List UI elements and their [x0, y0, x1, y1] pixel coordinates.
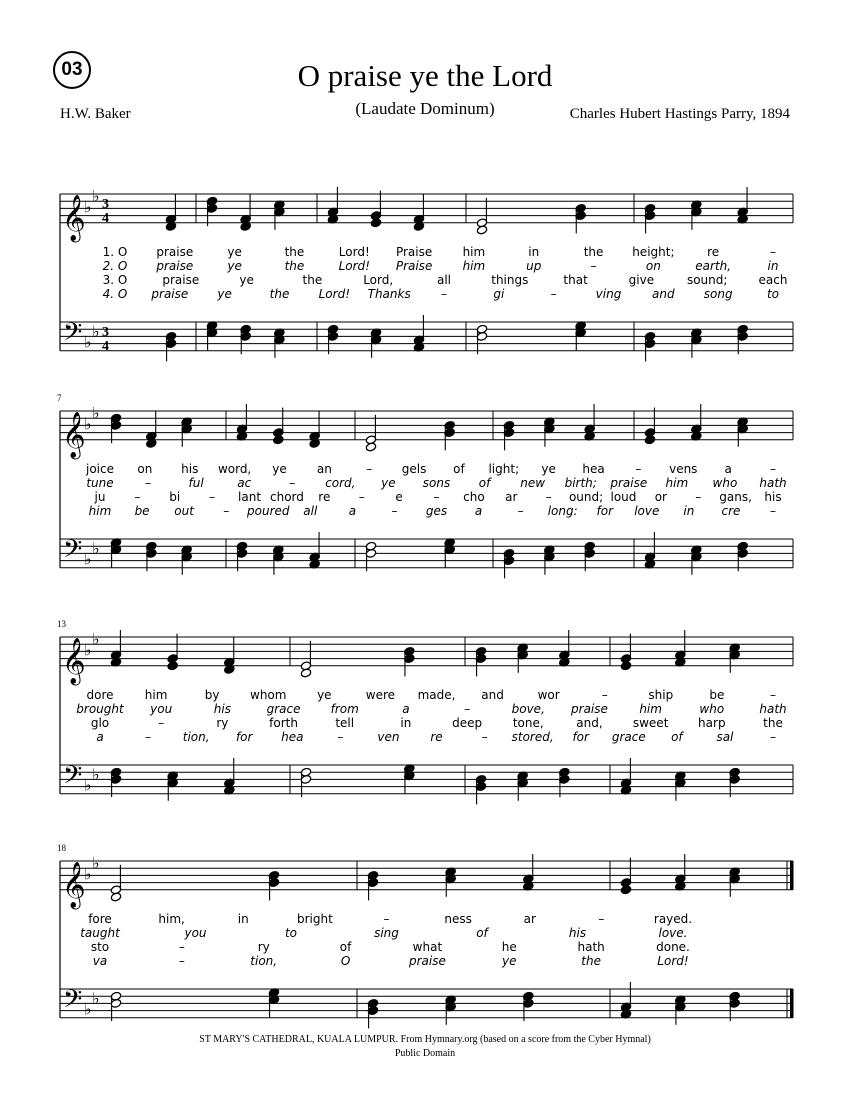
lyric-syllable: for — [596, 504, 613, 518]
lyric-syllable: ye — [272, 462, 287, 476]
copyright-notice: Public Domain — [394, 1048, 456, 1059]
lyric-syllable: – — [209, 490, 216, 504]
lyric-syllable: tion, — [250, 954, 278, 968]
lyric-syllable: earth, — [695, 259, 732, 273]
measure-number: 13 — [57, 619, 66, 629]
lyric-syllable: ar — [505, 490, 518, 504]
lyric-syllable: sal — [716, 730, 734, 744]
lyric-syllable: ye — [227, 259, 242, 273]
lyric-syllable: stored, — [511, 730, 554, 744]
lyric-syllable: bright — [296, 912, 333, 926]
lyric-syllable: the — [284, 245, 305, 259]
lyric-syllable: in — [683, 504, 695, 518]
lyric-syllable: – — [134, 490, 141, 504]
lyric-syllable: ship — [648, 688, 674, 702]
lyric-syllable: va — [92, 954, 108, 968]
key-signature-flat: ♭ — [84, 864, 92, 884]
lyric-syllable: each — [758, 273, 788, 287]
lyric-syllable: chord — [269, 490, 304, 504]
lyric-syllable: 4. O — [102, 287, 128, 301]
lyric-syllable: word, — [217, 462, 252, 476]
lyric-syllable: out — [174, 504, 194, 518]
undefined — [476, 225, 487, 235]
lyric-syllable: – — [464, 702, 471, 716]
lyric-syllable: praise — [156, 245, 194, 259]
lyric-syllable: – — [366, 462, 373, 476]
lyric-syllable: a — [96, 730, 104, 744]
lyric-syllable: on — [645, 259, 661, 273]
lyric-syllable: glo — [90, 716, 110, 730]
lyric-syllable: harp — [698, 716, 726, 730]
lyric-syllable: – — [635, 462, 642, 476]
lyric-syllable: ju — [94, 490, 106, 504]
undefined — [300, 668, 311, 678]
lyric-syllable: things — [491, 273, 529, 287]
lyric-syllable: in — [767, 259, 779, 273]
lyric-syllable: hea — [582, 462, 605, 476]
lyric-syllable: – — [441, 287, 447, 301]
lyric-syllable: loud — [610, 490, 637, 504]
time-signature-bottom: 4 — [102, 211, 109, 226]
lyric-syllable: sound; — [686, 273, 728, 287]
lyric-syllable: his — [181, 462, 199, 476]
lyric-syllable: Lord! — [338, 259, 370, 273]
time-signature-top: 3 — [102, 325, 109, 340]
key-signature-flat: ♭ — [92, 629, 100, 649]
lyric-syllable: lant — [238, 490, 262, 504]
time-signature-bottom: 4 — [102, 339, 109, 354]
lyric-syllable: or — [654, 490, 667, 504]
undefined — [365, 442, 376, 452]
lyric-syllable: him — [665, 476, 689, 490]
key-signature-flat: ♭ — [84, 549, 92, 569]
lyric-syllable: and, — [576, 716, 603, 730]
lyric-syllable: Lord! — [318, 287, 351, 301]
bass-clef-icon: 𝄢 — [63, 760, 83, 796]
lyric-syllable: praise — [151, 287, 189, 301]
lyric-syllable: poured — [247, 504, 290, 518]
treble-clef-icon: 𝄞 — [62, 861, 86, 908]
lyric-syllable: him — [462, 245, 486, 259]
measure-number: 18 — [57, 843, 66, 853]
lyric-syllable: him — [144, 688, 168, 702]
lyric-syllable: praise — [156, 259, 194, 273]
lyric-syllable: Thanks — [367, 287, 411, 301]
lyric-syllable: in — [237, 912, 249, 926]
lyric-syllable: – — [598, 912, 605, 926]
lyric-syllable: praise — [571, 702, 608, 716]
lyric-syllable: sing — [374, 926, 399, 940]
lyric-syllable: – — [770, 730, 776, 744]
lyric-syllable: his — [568, 926, 587, 940]
lyric-syllable: all — [303, 504, 318, 518]
lyric-syllable: of — [671, 730, 683, 744]
lyric-syllable: the — [583, 245, 604, 259]
tune-name: (Laudate Dominum) — [355, 99, 495, 118]
key-signature-flat: ♭ — [84, 999, 92, 1019]
lyric-syllable: ye — [227, 245, 242, 259]
lyric-syllable: you — [184, 926, 207, 940]
lyric-syllable: on — [137, 462, 153, 476]
lyric-syllable: the — [269, 287, 290, 301]
lyric-syllable: by — [204, 688, 220, 702]
lyric-syllable: sons — [422, 476, 451, 490]
lyric-syllable: give — [628, 273, 655, 287]
lyric-syllable: e — [395, 490, 403, 504]
key-signature-flat: ♭ — [92, 403, 100, 423]
lyric-syllable: deep — [452, 716, 483, 730]
lyric-syllable: tone, — [512, 716, 544, 730]
key-signature-flat: ♭ — [92, 853, 100, 873]
lyric-syllable: ry — [257, 940, 270, 954]
lyric-syllable: forth — [269, 716, 298, 730]
lyric-syllable: of — [478, 476, 491, 490]
lyric-syllable: wor — [537, 688, 560, 702]
lyric-syllable: for — [235, 730, 253, 744]
key-signature-flat: ♭ — [84, 775, 92, 795]
lyric-syllable: – — [601, 688, 608, 702]
lyric-syllable: him — [462, 259, 486, 273]
treble-clef-icon: 𝄞 — [62, 637, 86, 684]
lyric-syllable: praise — [162, 273, 200, 287]
bass-clef-icon: 𝄢 — [63, 984, 83, 1020]
key-signature-flat: ♭ — [92, 321, 100, 341]
lyric-syllable: him, — [158, 912, 185, 926]
lyric-syllable: ac — [237, 476, 252, 490]
composer-credit: Charles Hubert Hastings Parry, 1894 — [569, 106, 790, 122]
lyric-syllable: a — [402, 702, 410, 716]
lyric-syllable: who — [699, 702, 725, 716]
lyric-syllable: – — [383, 912, 390, 926]
lyric-syllable: – — [481, 730, 488, 744]
bass-clef-icon: 𝄢 — [63, 317, 83, 353]
lyric-syllable: you — [150, 702, 173, 716]
lyric-syllable: a — [348, 504, 357, 518]
lyric-syllable: praise — [408, 954, 446, 968]
key-signature-flat: ♭ — [84, 414, 92, 434]
lyric-syllable: bi — [169, 490, 181, 504]
treble-clef-icon: 𝄞 — [62, 194, 86, 241]
lyric-syllable: ar — [523, 912, 536, 926]
undefined — [370, 218, 381, 228]
key-signature-flat: ♭ — [92, 186, 100, 206]
lyric-syllable: 1. O — [102, 245, 128, 259]
lyric-syllable: – — [433, 490, 440, 504]
lyric-syllable: O — [340, 954, 351, 968]
lyric-syllable: 2. O — [102, 259, 128, 273]
lyric-syllable: his — [213, 702, 231, 716]
lyric-syllable: be — [709, 688, 725, 702]
treble-clef-icon: 𝄞 — [62, 411, 86, 458]
lyric-syllable: ful — [188, 476, 204, 490]
key-signature-flat: ♭ — [84, 640, 92, 660]
lyric-syllable: – — [695, 490, 702, 504]
key-signature-flat: ♭ — [92, 764, 100, 784]
lyric-syllable: and — [652, 287, 675, 301]
lyric-syllable: to — [766, 287, 780, 301]
lyric-syllable: hath — [577, 940, 605, 954]
lyric-syllable: – — [391, 504, 398, 518]
lyric-syllable: song — [703, 287, 733, 301]
lyric-syllable: ye — [381, 476, 396, 490]
lyric-syllable: – — [289, 476, 296, 490]
lyric-syllable: rayed. — [653, 912, 693, 926]
lyric-syllable: ry — [216, 716, 229, 730]
lyric-syllable: cord, — [325, 476, 356, 490]
lyric-syllable: the — [284, 259, 305, 273]
lyric-syllable: ving — [595, 287, 622, 301]
lyric-syllable: love. — [658, 926, 688, 940]
lyric-syllable: cre — [721, 504, 741, 518]
lyric-syllable: gels — [401, 462, 427, 476]
lyric-syllable: Lord! — [657, 954, 689, 968]
lyric-syllable: re — [707, 245, 720, 259]
lyric-syllable: him — [639, 702, 662, 716]
lyric-syllable: love — [634, 504, 660, 518]
lyric-syllable: gi — [493, 287, 505, 301]
lyric-syllable: fore — [88, 912, 112, 926]
lyric-syllable: tell — [335, 716, 355, 730]
lyric-syllable: an — [316, 462, 332, 476]
lyric-syllable: ound; — [568, 490, 604, 504]
measure-number: 7 — [57, 393, 62, 403]
lyric-syllable: – — [178, 940, 185, 954]
lyric-syllable: Lord! — [338, 245, 370, 259]
lyric-syllable: the — [581, 954, 601, 968]
lyric-syllable: – — [770, 688, 776, 702]
undefined — [167, 661, 178, 671]
lyric-syllable: – — [358, 490, 365, 504]
lyric-syllable: from — [330, 702, 359, 716]
lyric-syllable: – — [337, 730, 344, 744]
undefined — [273, 435, 284, 445]
undefined — [110, 892, 121, 902]
lyric-syllable: light; — [488, 462, 520, 476]
lyric-syllable: tune — [86, 476, 114, 490]
lyric-syllable: – — [517, 504, 524, 518]
lyric-syllable: be — [134, 504, 150, 518]
lyric-syllable: in — [528, 245, 540, 259]
lyric-syllable: he — [501, 940, 517, 954]
lyric-syllable: ye — [502, 954, 517, 968]
lyric-syllable: who — [712, 476, 738, 490]
final-barline — [790, 861, 794, 890]
key-signature-flat: ♭ — [92, 988, 100, 1008]
lyric-syllable: ye — [541, 462, 556, 476]
lyric-syllable: long: — [547, 504, 578, 518]
lyric-syllable: in — [400, 716, 412, 730]
lyric-syllable: were — [365, 688, 396, 702]
lyric-syllable: the — [763, 716, 783, 730]
lyric-syllable: – — [550, 287, 557, 301]
lyric-syllable: up — [526, 259, 542, 273]
lyric-syllable: cho — [463, 490, 485, 504]
lyric-syllable: – — [178, 954, 185, 968]
lyric-syllable: hath — [759, 476, 787, 490]
lyric-syllable: the — [302, 273, 323, 287]
lyric-syllable: re — [430, 730, 443, 744]
lyric-syllable: a — [724, 462, 732, 476]
lyric-syllable: new — [520, 476, 546, 490]
lyric-syllable: that — [563, 273, 588, 287]
lyric-syllable: ness — [444, 912, 472, 926]
lyric-syllable: re — [318, 490, 331, 504]
lyric-syllable: – — [158, 716, 165, 730]
lyric-syllable: of — [453, 462, 465, 476]
lyric-syllable: ven — [377, 730, 400, 744]
hymn-number: 03 — [61, 59, 83, 80]
lyric-syllable: done. — [656, 940, 690, 954]
key-signature-flat: ♭ — [84, 197, 92, 217]
lyric-syllable: Praise — [395, 259, 433, 273]
lyric-syllable: ye — [239, 273, 254, 287]
lyric-syllable: grace — [611, 730, 646, 744]
lyric-syllable: for — [572, 730, 589, 744]
lyric-syllable: – — [770, 462, 776, 476]
lyric-syllable: ye — [217, 287, 232, 301]
lyric-syllable: hath — [759, 702, 787, 716]
lyric-syllable: tion, — [182, 730, 210, 744]
lyric-syllable: joice — [86, 462, 114, 476]
lyric-syllable: – — [545, 490, 552, 504]
lyric-syllable: sto — [90, 940, 110, 954]
lyric-syllable: dore — [86, 688, 114, 702]
lyric-syllable: birth; — [564, 476, 597, 490]
lyric-syllable: – — [770, 504, 776, 518]
lyric-syllable: praise — [610, 476, 648, 490]
author-credit: H.W. Baker — [60, 106, 131, 122]
lyric-syllable: a — [474, 504, 483, 518]
lyric-syllable: – — [145, 730, 152, 744]
bass-clef-icon: 𝄢 — [63, 534, 83, 570]
undefined — [620, 885, 631, 895]
lyric-syllable: and — [481, 688, 504, 702]
lyric-syllable: all — [436, 273, 452, 287]
time-signature-top: 3 — [102, 197, 109, 212]
key-signature-flat: ♭ — [92, 538, 100, 558]
lyric-syllable: ges — [425, 504, 448, 518]
lyric-syllable: brought — [76, 702, 124, 716]
lyric-syllable: bove, — [511, 702, 545, 716]
lyric-syllable: – — [145, 476, 152, 490]
lyric-syllable: whom — [250, 688, 287, 702]
lyric-syllable: him — [88, 504, 112, 518]
lyric-syllable: gans, — [719, 490, 752, 504]
lyric-syllable: hea — [281, 730, 304, 744]
lyric-syllable: his — [764, 490, 782, 504]
lyric-syllable: Praise — [395, 245, 433, 259]
lyric-syllable: what — [412, 940, 443, 954]
lyric-syllable: vens — [669, 462, 698, 476]
lyric-syllable: ye — [317, 688, 332, 702]
lyric-syllable: sweet — [632, 716, 669, 730]
lyric-syllable: made, — [417, 688, 456, 702]
lyric-syllable: height; — [632, 245, 675, 259]
lyric-syllable: grace — [266, 702, 301, 716]
final-barline — [790, 989, 794, 1018]
key-signature-flat: ♭ — [84, 332, 92, 352]
lyric-syllable: – — [590, 259, 597, 273]
undefined — [620, 661, 631, 671]
undefined — [644, 435, 655, 445]
lyric-syllable: 3. O — [102, 273, 128, 287]
lyric-syllable: – — [770, 245, 776, 259]
lyric-syllable: of — [476, 926, 488, 940]
lyric-syllable: to — [284, 926, 298, 940]
source-credit: ST MARY'S CATHEDRAL, KUALA LUMPUR. From Hymnary.org (based on a score from the Cyber Hymnal) — [199, 1034, 651, 1045]
lyric-syllable: Lord, — [363, 273, 394, 287]
lyric-syllable: of — [339, 940, 352, 954]
lyric-syllable: taught — [80, 926, 120, 940]
lyric-syllable: – — [223, 504, 230, 518]
hymn-title: O praise ye the Lord — [297, 58, 553, 93]
